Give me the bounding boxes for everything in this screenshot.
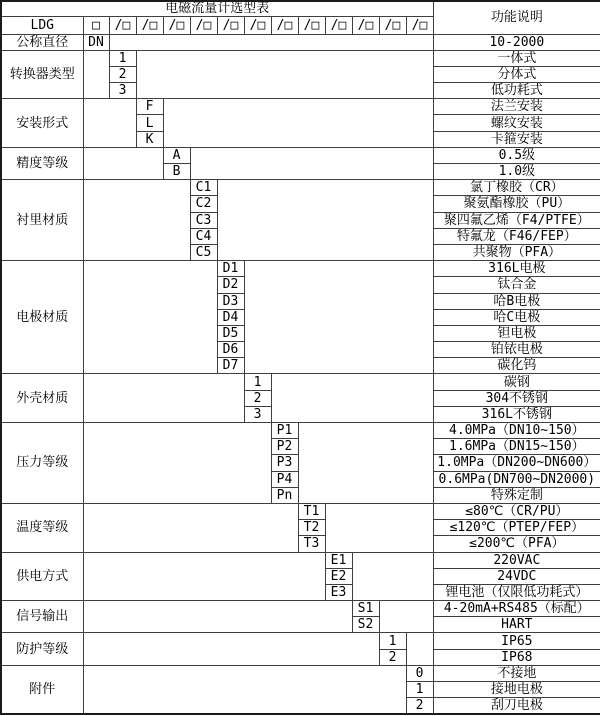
model-code-slot: /□ bbox=[271, 16, 298, 34]
desc-cell: 低功耗式 bbox=[433, 83, 600, 99]
code-cell: 2 bbox=[379, 649, 406, 665]
desc-cell: 哈B电极 bbox=[433, 293, 600, 309]
model-code-slot: /□ bbox=[352, 16, 379, 34]
spacer-cell bbox=[83, 99, 136, 148]
spacer-cell bbox=[163, 99, 433, 148]
code-cell: D2 bbox=[217, 277, 244, 293]
desc-cell: 1.0MPa（DN200~DN600） bbox=[433, 455, 600, 471]
desc-cell: ≤200℃（PFA） bbox=[433, 536, 600, 552]
code-cell: D7 bbox=[217, 358, 244, 374]
desc-cell: 氯丁橡胶（CR） bbox=[433, 180, 600, 196]
code-cell: 0 bbox=[406, 665, 433, 681]
code-cell: 1 bbox=[406, 682, 433, 698]
desc-cell: 聚氨酯橡胶（PU） bbox=[433, 196, 600, 212]
spacer-cell bbox=[298, 423, 433, 504]
desc-cell: 10-2000 bbox=[433, 34, 600, 50]
desc-cell: 0.5级 bbox=[433, 147, 600, 163]
group-label: 外壳材质 bbox=[1, 374, 83, 423]
spacer-cell bbox=[83, 633, 379, 665]
model-code-slot: /□ bbox=[109, 16, 136, 34]
desc-cell: 4.0MPa（DN10~150） bbox=[433, 423, 600, 439]
code-cell: S2 bbox=[352, 617, 379, 633]
code-cell: C3 bbox=[190, 212, 217, 228]
desc-cell: 碳钢 bbox=[433, 374, 600, 390]
code-cell: B bbox=[163, 164, 190, 180]
code-cell: A bbox=[163, 147, 190, 163]
desc-cell: 304不锈钢 bbox=[433, 390, 600, 406]
code-cell: 3 bbox=[244, 406, 271, 422]
code-cell: C1 bbox=[190, 180, 217, 196]
code-cell: C4 bbox=[190, 228, 217, 244]
group-label: 信号输出 bbox=[1, 601, 83, 633]
model-prefix: LDG bbox=[1, 16, 83, 34]
desc-cell: 接地电极 bbox=[433, 682, 600, 698]
code-cell: P1 bbox=[271, 423, 298, 439]
spacer-cell bbox=[83, 50, 109, 99]
code-cell: C5 bbox=[190, 244, 217, 260]
desc-cell: HART bbox=[433, 617, 600, 633]
desc-cell: 螺纹安装 bbox=[433, 115, 600, 131]
desc-cell: 316L电极 bbox=[433, 261, 600, 277]
desc-cell: 1.6MPa（DN15~150） bbox=[433, 439, 600, 455]
function-header: 功能说明 bbox=[433, 1, 600, 34]
desc-cell: 钽电极 bbox=[433, 325, 600, 341]
desc-cell: 铂铱电极 bbox=[433, 342, 600, 358]
code-cell: 2 bbox=[109, 66, 136, 82]
model-code-slot: /□ bbox=[244, 16, 271, 34]
desc-cell: 卡箍安装 bbox=[433, 131, 600, 147]
code-cell: Pn bbox=[271, 487, 298, 503]
code-cell: DN bbox=[83, 34, 109, 50]
code-cell: D1 bbox=[217, 261, 244, 277]
code-cell: P3 bbox=[271, 455, 298, 471]
code-cell: K bbox=[136, 131, 163, 147]
spacer-cell bbox=[352, 552, 433, 601]
table-title: 电磁流量计选型表 bbox=[1, 1, 433, 16]
code-cell: D6 bbox=[217, 342, 244, 358]
desc-cell: ≤80℃（CR/PU） bbox=[433, 503, 600, 519]
group-label: 衬里材质 bbox=[1, 180, 83, 261]
group-label: 精度等级 bbox=[1, 147, 83, 179]
desc-cell: 220VAC bbox=[433, 552, 600, 568]
group-label: 附件 bbox=[1, 665, 83, 714]
code-cell: 1 bbox=[379, 633, 406, 649]
desc-cell: 4-20mA+RS485（标配） bbox=[433, 601, 600, 617]
spacer-cell bbox=[83, 665, 406, 714]
desc-cell: 不接地 bbox=[433, 665, 600, 681]
desc-cell: 刮刀电极 bbox=[433, 698, 600, 714]
spacer-cell bbox=[325, 503, 433, 552]
spacer-cell bbox=[83, 552, 325, 601]
spacer-cell bbox=[406, 633, 433, 665]
spacer-cell bbox=[83, 374, 244, 423]
desc-cell: IP65 bbox=[433, 633, 600, 649]
code-cell: T3 bbox=[298, 536, 325, 552]
group-label: 防护等级 bbox=[1, 633, 83, 665]
desc-cell: 1.0级 bbox=[433, 164, 600, 180]
desc-cell: 聚四氟乙烯（F4/PTFE） bbox=[433, 212, 600, 228]
model-code-slot: /□ bbox=[406, 16, 433, 34]
code-cell: D3 bbox=[217, 293, 244, 309]
spacer-cell bbox=[83, 601, 352, 633]
group-label: 安装形式 bbox=[1, 99, 83, 148]
desc-cell: 锂电池（仅限低功耗式） bbox=[433, 584, 600, 600]
code-cell: S1 bbox=[352, 601, 379, 617]
desc-cell: 一体式 bbox=[433, 50, 600, 66]
code-cell: P2 bbox=[271, 439, 298, 455]
spacer-cell bbox=[244, 261, 433, 374]
selection-table-body bbox=[1, 1, 600, 714]
desc-cell: ≤120℃（PTEP/FEP） bbox=[433, 520, 600, 536]
model-code-slot: /□ bbox=[217, 16, 244, 34]
desc-cell: 哈C电极 bbox=[433, 309, 600, 325]
desc-cell: 碳化钨 bbox=[433, 358, 600, 374]
group-label: 电极材质 bbox=[1, 261, 83, 374]
model-code-slot: /□ bbox=[298, 16, 325, 34]
group-label: 温度等级 bbox=[1, 503, 83, 552]
group-label: 转换器类型 bbox=[1, 50, 83, 99]
spacer-cell bbox=[83, 180, 190, 261]
desc-cell: 特氟龙（F46/FEP） bbox=[433, 228, 600, 244]
desc-cell: 钛合金 bbox=[433, 277, 600, 293]
group-label: 公称直径 bbox=[1, 34, 83, 50]
model-base-slot: □ bbox=[83, 16, 109, 34]
code-cell: 1 bbox=[109, 50, 136, 66]
spacer-cell bbox=[136, 50, 433, 99]
code-cell: 2 bbox=[244, 390, 271, 406]
code-cell: T1 bbox=[298, 503, 325, 519]
spacer-cell bbox=[83, 147, 163, 179]
spacer-cell bbox=[83, 503, 298, 552]
desc-cell: 共聚物（PFA） bbox=[433, 244, 600, 260]
code-cell: E2 bbox=[325, 568, 352, 584]
model-code-slot: /□ bbox=[163, 16, 190, 34]
model-code-slot: /□ bbox=[325, 16, 352, 34]
spacer-cell bbox=[190, 147, 433, 179]
group-label: 压力等级 bbox=[1, 423, 83, 504]
spacer-cell bbox=[109, 34, 433, 50]
spacer-cell bbox=[379, 601, 433, 633]
code-cell: 1 bbox=[244, 374, 271, 390]
desc-cell: 法兰安装 bbox=[433, 99, 600, 115]
code-cell: L bbox=[136, 115, 163, 131]
code-cell: D5 bbox=[217, 325, 244, 341]
spacer-cell bbox=[217, 180, 433, 261]
desc-cell: 316L不锈钢 bbox=[433, 406, 600, 422]
model-code-slot: /□ bbox=[379, 16, 406, 34]
code-cell: F bbox=[136, 99, 163, 115]
code-cell: D4 bbox=[217, 309, 244, 325]
spacer-cell bbox=[271, 374, 433, 423]
group-label: 供电方式 bbox=[1, 552, 83, 601]
model-code-slot: /□ bbox=[190, 16, 217, 34]
code-cell: E1 bbox=[325, 552, 352, 568]
desc-cell: IP68 bbox=[433, 649, 600, 665]
code-cell: 3 bbox=[109, 83, 136, 99]
code-cell: C2 bbox=[190, 196, 217, 212]
spacer-cell bbox=[83, 261, 217, 374]
spacer-cell bbox=[83, 423, 271, 504]
desc-cell: 24VDC bbox=[433, 568, 600, 584]
desc-cell: 0.6MPa(DN700~DN2000) bbox=[433, 471, 600, 487]
code-cell: E3 bbox=[325, 584, 352, 600]
code-cell: 2 bbox=[406, 698, 433, 714]
model-code-slot: /□ bbox=[136, 16, 163, 34]
desc-cell: 分体式 bbox=[433, 66, 600, 82]
desc-cell: 特殊定制 bbox=[433, 487, 600, 503]
code-cell: P4 bbox=[271, 471, 298, 487]
code-cell: T2 bbox=[298, 520, 325, 536]
